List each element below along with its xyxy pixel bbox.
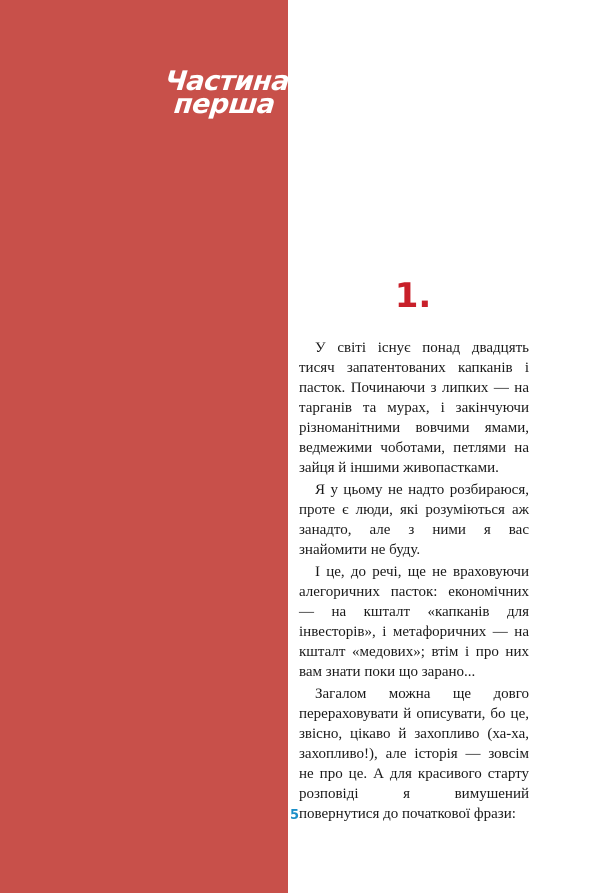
- part-title: [138, 66, 291, 120]
- body-text: [299, 338, 529, 826]
- paragraph-4: Загалом можна ще довго перераховувати й описувати, бо це, звісно, цікаво й захопливо (ха-ха, захопливо!), але історія — зовсім не про це. А для красивого старту розповіді я вимушений повернутися до початкової фрази:: [299, 686, 529, 822]
- part-title-line1: Частина: [163, 66, 291, 97]
- page-number: 5: [290, 808, 300, 823]
- red-side-band: [0, 0, 291, 893]
- chapter-number: 1.: [394, 276, 432, 316]
- paragraph-2: Я у цьому не надто розбираюся, проте є люди, які розуміються аж занадто, але з ними я вас знайомити не буду.: [299, 482, 529, 558]
- paragraph-1: У світі існує понад двадцять тисяч запатентованих капканів і пасток. Починаючи з липких — на тарганів та мурах, і закінчуючи різноманітними вовчими ямами, ведмежими чоботами, петлями на зайця й іншими живопастками.: [299, 340, 529, 476]
- paragraph-3: І це, до речі, ще не враховуючи алегоричних пасток: економічних — на кшталт «капканів для інвесторів», і метафоричних — на кшталт «медових»; втім і про них вам знати поки що зарано...: [299, 564, 529, 680]
- part-title-line2: перша: [172, 89, 277, 120]
